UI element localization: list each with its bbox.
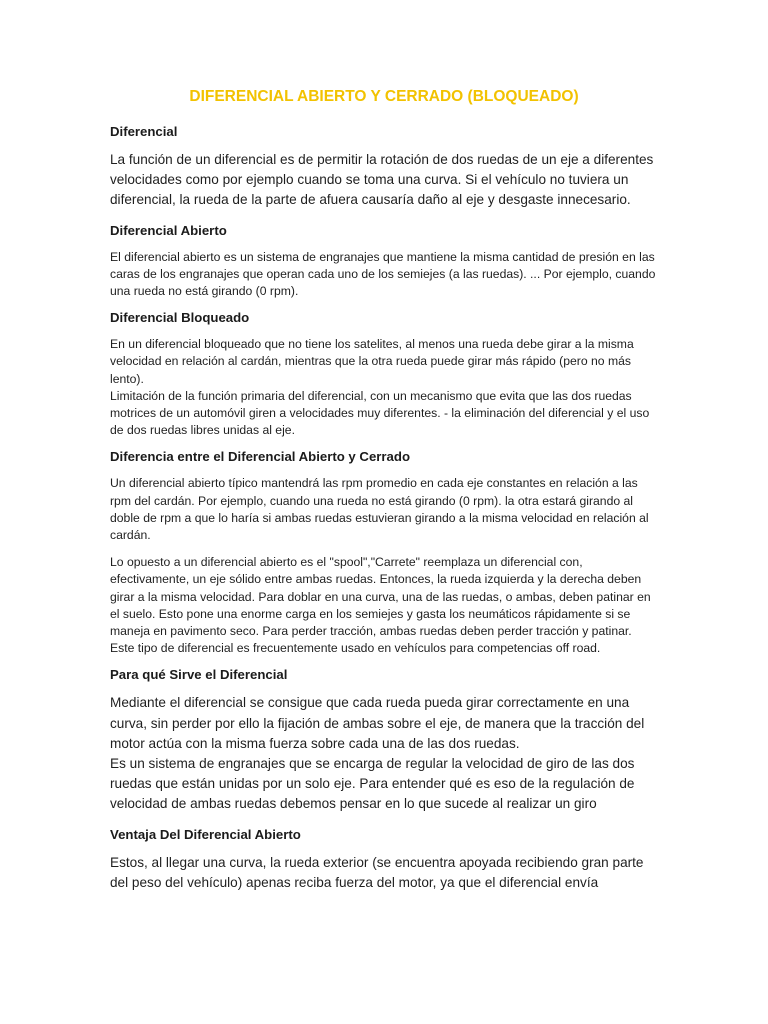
- heading-ventaja: Ventaja Del Diferencial Abierto: [110, 826, 301, 842]
- heading-diferencia: Diferencia entre el Diferencial Abierto y Cerrado: [110, 449, 410, 465]
- paragraph-abierto-1: El diferencial abierto es un sistema de engranajes que mantiene la misma cantidad de presión en las caras de los engranajes que operan cada uno de los semiejes (a las ruedas). ... Por ejemplo, cuando una rueda no está girando (0 rpm).: [110, 249, 656, 299]
- paragraph-diferencia-1: Un diferencial abierto típico mantendrá las rpm promedio en cada eje constantes en relación a las rpm del cardán. Por ejemplo, cuando una rueda no está girando (0 rpm). la otra estará girando al doble de rpm a que lo haría si ambas ruedas estuvieran girando a la misma velocidad en relación al cardán.: [110, 476, 649, 543]
- heading-diferencial: Diferencial: [110, 124, 178, 139]
- section-para-que-sirve: [110, 667, 658, 814]
- paragraph-bloqueado-1: En un diferencial bloqueado que no tiene los satelites, al menos una rueda debe girar a la misma velocidad en relación al cardán, mientras que la otra rueda puede girar más rápido (pero no más lento).: [110, 337, 634, 386]
- heading-diferencial-abierto: Diferencial Abierto: [110, 222, 227, 238]
- section-diferencia: [110, 449, 658, 657]
- document-content: [110, 88, 658, 893]
- paragraph-ventaja-1: Estos, al llegar una curva, la rueda exterior (se encuentra apoyada recibiendo gran parte del peso del vehículo) apenas reciba fuerza del motor, ya que el diferencial envía: [110, 854, 644, 890]
- heading-diferencial-bloqueado: Diferencial Bloqueado: [110, 310, 250, 326]
- section-diferencial-abierto: [110, 223, 658, 301]
- document-title: DIFERENCIAL ABIERTO Y CERRADO (BLOQUEADO): [189, 88, 579, 105]
- paragraph-diferencia-2: Lo opuesto a un diferencial abierto es el "spool","Carrete" reemplaza un diferencial con, efectivamente, un eje sólido entre ambas ruedas. Entonces, la rueda izquierda y la derecha deben girar a la misma velocidad. Para doblar en una curva, una de las ruedas, o ambas, deben patinar en el suelo. Esto pone una enorme carga en los semiejes y gasta los neumáticos rápidamente si se maneja en pavimento seco. Para perder tracción, ambas ruedas deben perder tracción y patinar. Este tipo de diferencial es frecuentemente usado en vehículos para competencias off road.: [110, 555, 651, 656]
- paragraph-diferencial-1: La función de un diferencial es de permitir la rotación de dos ruedas de un eje a diferentes velocidades como por ejemplo cuando se toma una curva. Si el vehículo no tuviera un diferencial, la rueda de la parte de afuera causaría daño al eje y desgaste innecesario.: [110, 152, 654, 208]
- section-ventaja: [110, 827, 658, 893]
- paragraph-bloqueado-2: Limitación de la función primaria del diferencial, con un mecanismo que evita que las dos ruedas motrices de un automóvil giren a velocidades muy diferentes. - la eliminación del diferencial y el uso de dos ruedas libres unidas al eje.: [110, 388, 650, 438]
- paragraph-para-que-1: Mediante el diferencial se consigue que cada rueda pueda girar correctamente en una curva, sin perder por ello la fijación de ambas sobre el eje, de manera que la tracción del motor actúa con la misma fuerza sobre cada una de las dos ruedas.: [110, 695, 645, 751]
- paragraph-para-que-2: Es un sistema de engranajes que se encarga de regular la velocidad de giro de las dos ruedas que están unidas por un solo eje. Para entender qué es eso de la regulación de velocidad de ambas ruedas debemos pensar en lo que sucede al realizar un giro: [110, 756, 635, 812]
- section-diferencial: [110, 124, 658, 211]
- heading-para-que-sirve: Para qué Sirve el Diferencial: [110, 667, 288, 683]
- section-diferencial-bloqueado: [110, 310, 658, 439]
